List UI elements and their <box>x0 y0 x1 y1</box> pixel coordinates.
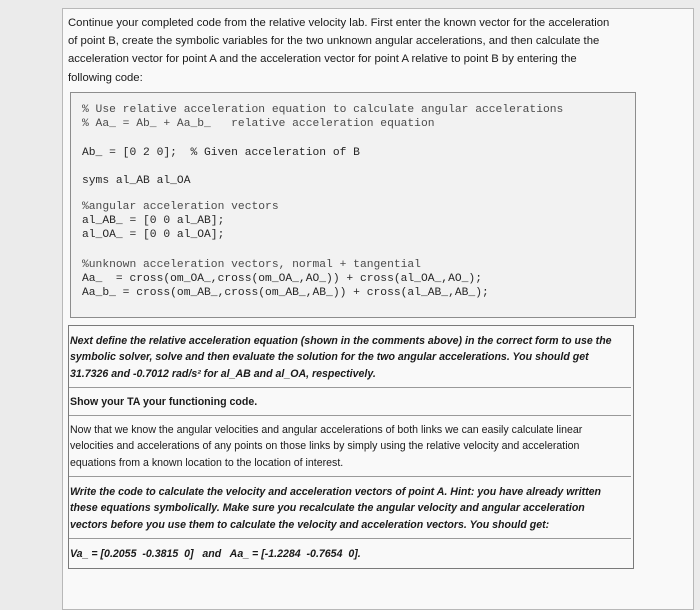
code-comment: % Aa_ = Ab_ + Aa_b_ relative acceleration equation <box>82 118 435 130</box>
code-line-syms: syms al_AB al_OA <box>82 175 191 187</box>
ta-instruction: Show your TA your functioning code. <box>70 396 258 408</box>
task-line: these equations symbolically. Make sure you recalculate the angular velocity and angular acceleration <box>70 502 585 515</box>
intro-line: of point B, create the symbolic variables for the two unknown angular accelerations, and then calculate the <box>68 35 600 48</box>
code-comment: % Use relative acceleration equation to calculate angular accelerations <box>82 104 564 116</box>
divider <box>69 415 631 416</box>
instruction-line: 31.7326 and -0.7012 rad/s² for al_AB and al_OA, respectively. <box>70 367 376 380</box>
intro-line: Continue your completed code from the relative velocity lab. First enter the known vector for the acceleration <box>68 17 610 29</box>
divider <box>69 476 631 477</box>
instruction-paragraph <box>70 333 630 382</box>
code-line-ab: Ab_ = [0 2 0]; % Given acceleration of B <box>82 147 360 159</box>
expected-result: Va_ = [0.2055 -0.3815 0] and Aa_ = [-1.2284 -0.7654 0]. <box>70 548 361 560</box>
code-line-al-ab: al_AB_ = [0 0 al_AB]; <box>82 215 225 227</box>
explanation-line: velocities and accelerations of any points on those links by simply using the relative velocity and acceleration <box>70 440 580 453</box>
instruction-line: Next define the relative acceleration equation (shown in the comments above) in the correct form to use the <box>70 335 612 347</box>
explanation-paragraph <box>70 422 630 471</box>
code-line-al-oa: al_OA_ = [0 0 al_OA]; <box>82 229 225 241</box>
intro-line: following code: <box>68 71 143 84</box>
code-line-aab: Aa_b_ = cross(om_AB_,cross(om_AB_,AB_)) + cross(al_AB_,AB_); <box>82 287 489 299</box>
task-paragraph <box>70 484 630 533</box>
instruction-line: symbolic solver, solve and then evaluate the solution for the two angular accelerations. You should get <box>70 351 589 364</box>
task-line: Write the code to calculate the velocity and acceleration vectors of point A. Hint: you have already written <box>70 486 601 498</box>
intro-line: acceleration vector for point A and the acceleration vector for point A relative to point B by entering the <box>68 53 577 66</box>
divider <box>69 538 631 539</box>
code-comment: %unknown acceleration vectors, normal + tangential <box>82 259 421 271</box>
task-line: vectors before you use them to calculate the velocity and acceleration vectors. You should get: <box>70 518 550 531</box>
explanation-line: Now that we know the angular velocities and angular accelerations of both links we can easily calculate linear <box>70 424 583 436</box>
explanation-line: equations from a known location to the location of interest. <box>70 456 344 469</box>
intro-paragraph <box>68 14 680 87</box>
divider <box>69 387 631 388</box>
code-line-aa: Aa_ = cross(om_OA_,cross(om_OA_,AO_)) + cross(al_OA_,AO_); <box>82 273 482 285</box>
code-comment: %angular acceleration vectors <box>82 201 279 213</box>
